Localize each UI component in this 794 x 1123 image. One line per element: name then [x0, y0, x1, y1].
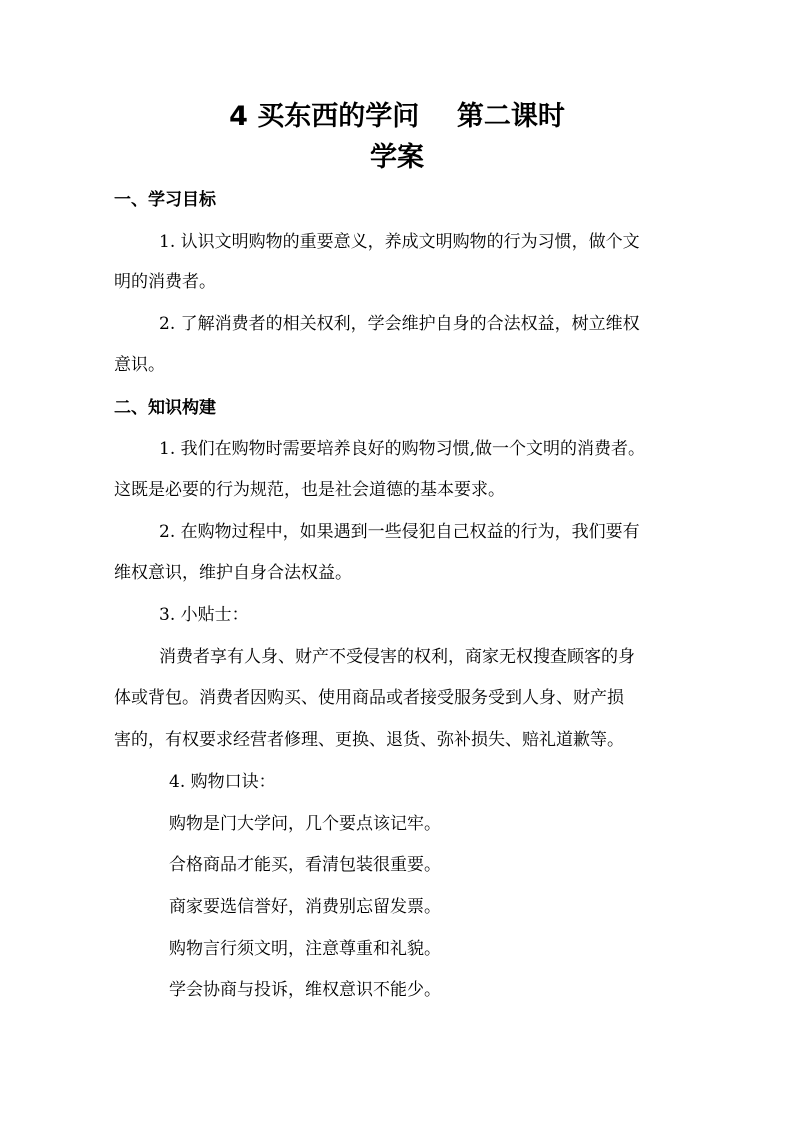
goal-2-line-2: 意识。 — [114, 355, 165, 375]
section-heading-goals: 一、学习目标 — [114, 190, 216, 210]
rhyme-verse-4: 购物言行须文明，注意尊重和礼貌。 — [169, 939, 441, 959]
rhyme-verse-5: 学会协商与投诉，维权意识不能少。 — [169, 980, 441, 1000]
section-heading-knowledge: 二、知识构建 — [114, 398, 216, 418]
rhyme-label: 4. 购物口诀： — [169, 772, 276, 792]
rhyme-verse-1: 购物是门大学问，几个要点该记牢。 — [169, 814, 441, 834]
knowledge-1-line-1: 1. 我们在购物时需要培养良好的购物习惯,做一个文明的消费者。 — [159, 439, 646, 459]
tips-line-3: 害的，有权要求经营者修理、更换、退货、弥补损失、赔礼道歉等。 — [114, 730, 624, 750]
tips-line-1: 消费者享有人身、财产不受侵害的权利，商家无权搜查顾客的身 — [159, 647, 635, 667]
knowledge-2-line-2: 维权意识，维护自身合法权益。 — [114, 563, 352, 583]
knowledge-2-line-1: 2. 在购物过程中，如果遇到一些侵犯自己权益的行为，我们要有 — [159, 522, 640, 542]
rhyme-verse-3: 商家要选信誉好，消费别忘留发票。 — [169, 897, 441, 917]
goal-1-line-2: 明的消费者。 — [114, 272, 216, 292]
goal-2-line-1: 2. 了解消费者的相关权利，学会维护自身的合法权益，树立维权 — [159, 314, 640, 334]
tips-label: 3. 小贴士： — [159, 605, 249, 625]
goal-1-line-1: 1. 认识文明购物的重要意义，养成文明购物的行为习惯，做个文 — [159, 232, 640, 252]
tips-line-2: 体或背包。消费者因购买、使用商品或者接受服务受到人身、财产损 — [114, 688, 624, 708]
document-title: 4 买东西的学问 第二课时 — [229, 101, 565, 132]
rhyme-verse-2: 合格商品才能买，看清包装很重要。 — [169, 855, 441, 875]
document-subtitle: 学案 — [370, 142, 424, 173]
knowledge-1-line-2: 这既是必要的行为规范，也是社会道德的基本要求。 — [114, 480, 505, 500]
